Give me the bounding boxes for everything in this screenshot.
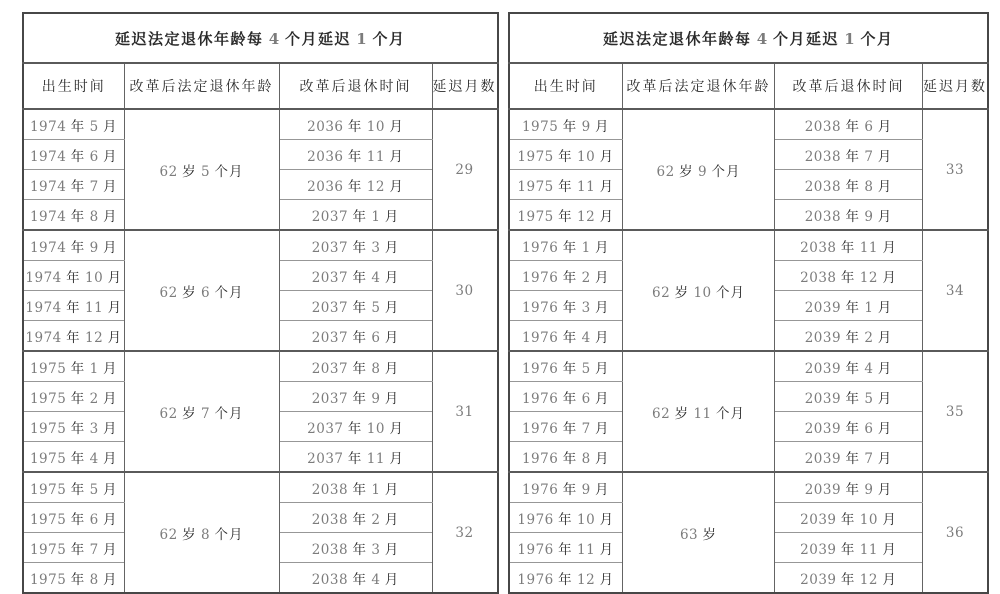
retire-month-cell: 2037 年 8 月 [279, 351, 432, 382]
retire-month-cell: 2037 年 10 月 [279, 412, 432, 442]
birth-month-cell: 1976 年 7 月 [509, 412, 623, 442]
retire-month-cell: 2036 年 10 月 [279, 109, 432, 140]
retire-month-cell: 2039 年 4 月 [775, 351, 923, 382]
birth-month-cell: 1976 年 3 月 [509, 291, 623, 321]
age-after-reform-cell: 62 岁 9 个月 [623, 109, 775, 230]
birth-month-cell: 1974 年 11 月 [23, 291, 124, 321]
delay-months-cell: 30 [432, 230, 498, 351]
retire-month-cell: 2038 年 11 月 [775, 230, 923, 261]
birth-month-cell: 1975 年 3 月 [23, 412, 124, 442]
age-after-reform-cell: 62 岁 7 个月 [124, 351, 279, 472]
retire-month-cell: 2039 年 9 月 [775, 472, 923, 503]
birth-month-cell: 1975 年 10 月 [509, 140, 623, 170]
birth-month-cell: 1974 年 12 月 [23, 321, 124, 352]
table-row [23, 230, 498, 261]
birth-month-cell: 1975 年 6 月 [23, 503, 124, 533]
table-row [23, 109, 498, 140]
retire-month-cell: 2037 年 5 月 [279, 291, 432, 321]
birth-month-cell: 1976 年 1 月 [509, 230, 623, 261]
birth-month-cell: 1974 年 10 月 [23, 261, 124, 291]
delay-months-cell: 31 [432, 351, 498, 472]
retire-month-cell: 2039 年 11 月 [775, 533, 923, 563]
delay-months-cell: 33 [923, 109, 989, 230]
retire-month-cell: 2038 年 3 月 [279, 533, 432, 563]
retire-month-cell: 2037 年 4 月 [279, 261, 432, 291]
birth-month-cell: 1976 年 8 月 [509, 442, 623, 473]
retire-month-cell: 2038 年 4 月 [279, 563, 432, 594]
birth-month-cell: 1976 年 5 月 [509, 351, 623, 382]
birth-month-cell: 1976 年 2 月 [509, 261, 623, 291]
birth-month-cell: 1976 年 10 月 [509, 503, 623, 533]
table-row [509, 109, 989, 140]
birth-month-cell: 1974 年 6 月 [23, 140, 124, 170]
column-header-birth: 出生时间 [509, 63, 623, 109]
table-row [23, 472, 498, 503]
retire-month-cell: 2039 年 12 月 [775, 563, 923, 594]
retire-month-cell: 2039 年 2 月 [775, 321, 923, 352]
birth-month-cell: 1974 年 9 月 [23, 230, 124, 261]
column-header-delay-months: 延迟月数 [432, 63, 498, 109]
birth-month-cell: 1974 年 8 月 [23, 200, 124, 231]
birth-month-cell: 1975 年 5 月 [23, 472, 124, 503]
age-after-reform-cell: 62 岁 11 个月 [623, 351, 775, 472]
delay-months-cell: 34 [923, 230, 989, 351]
delay-months-cell: 32 [432, 472, 498, 593]
birth-month-cell: 1975 年 7 月 [23, 533, 124, 563]
birth-month-cell: 1976 年 11 月 [509, 533, 623, 563]
retirement-table-left [22, 12, 499, 594]
age-after-reform-cell: 62 岁 6 个月 [124, 230, 279, 351]
column-header-row [23, 63, 498, 109]
retire-month-cell: 2038 年 1 月 [279, 472, 432, 503]
delay-months-cell: 29 [432, 109, 498, 230]
retire-month-cell: 2036 年 11 月 [279, 140, 432, 170]
delay-months-cell: 35 [923, 351, 989, 472]
retire-month-cell: 2038 年 2 月 [279, 503, 432, 533]
column-header-age-after-reform: 改革后法定退休年龄 [623, 63, 775, 109]
retirement-tables-container [22, 12, 989, 594]
age-after-reform-cell: 62 岁 8 个月 [124, 472, 279, 593]
column-header-row [509, 63, 989, 109]
age-after-reform-cell: 62 岁 5 个月 [124, 109, 279, 230]
birth-month-cell: 1975 年 4 月 [23, 442, 124, 473]
table-row [509, 230, 989, 261]
column-header-delay-months: 延迟月数 [923, 63, 989, 109]
retire-month-cell: 2038 年 6 月 [775, 109, 923, 140]
retirement-table-right [508, 12, 990, 594]
table-row [23, 351, 498, 382]
retire-month-cell: 2038 年 8 月 [775, 170, 923, 200]
table-row [509, 472, 989, 503]
birth-month-cell: 1975 年 8 月 [23, 563, 124, 594]
retire-month-cell: 2037 年 9 月 [279, 382, 432, 412]
retire-month-cell: 2039 年 1 月 [775, 291, 923, 321]
title-row [509, 13, 989, 63]
retire-month-cell: 2037 年 1 月 [279, 200, 432, 231]
retire-month-cell: 2039 年 5 月 [775, 382, 923, 412]
birth-month-cell: 1974 年 5 月 [23, 109, 124, 140]
column-header-retire-time: 改革后退休时间 [775, 63, 923, 109]
retire-month-cell: 2038 年 9 月 [775, 200, 923, 231]
retire-month-cell: 2037 年 11 月 [279, 442, 432, 473]
retire-month-cell: 2036 年 12 月 [279, 170, 432, 200]
birth-month-cell: 1976 年 9 月 [509, 472, 623, 503]
table-row [509, 351, 989, 382]
title-row [23, 13, 498, 63]
column-header-birth: 出生时间 [23, 63, 124, 109]
column-header-age-after-reform: 改革后法定退休年龄 [124, 63, 279, 109]
birth-month-cell: 1975 年 11 月 [509, 170, 623, 200]
birth-month-cell: 1976 年 6 月 [509, 382, 623, 412]
retire-month-cell: 2039 年 7 月 [775, 442, 923, 473]
retire-month-cell: 2037 年 3 月 [279, 230, 432, 261]
birth-month-cell: 1975 年 1 月 [23, 351, 124, 382]
birth-month-cell: 1975 年 2 月 [23, 382, 124, 412]
retire-month-cell: 2037 年 6 月 [279, 321, 432, 352]
birth-month-cell: 1975 年 9 月 [509, 109, 623, 140]
retire-month-cell: 2039 年 6 月 [775, 412, 923, 442]
table-title: 延迟法定退休年龄每 4 个月延迟 1 个月 [23, 13, 498, 63]
table-title: 延迟法定退休年龄每 4 个月延迟 1 个月 [509, 13, 989, 63]
retire-month-cell: 2038 年 12 月 [775, 261, 923, 291]
birth-month-cell: 1976 年 4 月 [509, 321, 623, 352]
column-header-retire-time: 改革后退休时间 [279, 63, 432, 109]
retire-month-cell: 2038 年 7 月 [775, 140, 923, 170]
age-after-reform-cell: 62 岁 10 个月 [623, 230, 775, 351]
delay-months-cell: 36 [923, 472, 989, 593]
age-after-reform-cell: 63 岁 [623, 472, 775, 593]
retire-month-cell: 2039 年 10 月 [775, 503, 923, 533]
birth-month-cell: 1975 年 12 月 [509, 200, 623, 231]
birth-month-cell: 1976 年 12 月 [509, 563, 623, 594]
birth-month-cell: 1974 年 7 月 [23, 170, 124, 200]
